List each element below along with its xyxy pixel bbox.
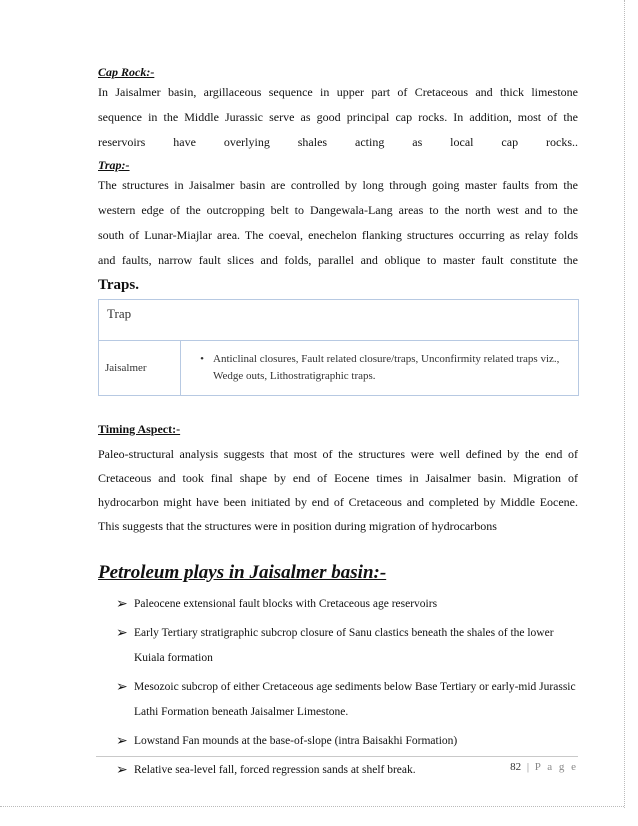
list-item (116, 729, 578, 754)
trap-table-row-text: Anticlinal closures, Fault related closure/traps, Unconfirmity related traps viz., Wedge outs, Lithostratigraphic traps. (213, 353, 560, 382)
timing-line: Paleo-structural analysis suggests that most of the structures were well defined by the end of (98, 447, 578, 461)
arrow-bullet-icon: ➢ (116, 626, 128, 641)
page-number: 82 (510, 761, 522, 773)
list-item-text: Early Tertiary stratigraphic subcrop closure of Sanu clastics beneath the shales of the lower Kuiala formation (134, 627, 554, 664)
cap-rock-line: sequence in the Middle Jurassic serve as good principal cap rocks. In addition, most of the (98, 110, 578, 124)
timing-line: hydrocarbon might have been initiated by end of Cretaceous and completed by Middle Eocene. (98, 495, 578, 509)
page-border-right (624, 0, 625, 808)
trap-line: and faults, narrow fault slices and folds, parallel and oblique to master fault constitute the (98, 253, 578, 267)
cap-rock-heading: Cap Rock:- (98, 65, 155, 79)
arrow-bullet-icon: ➢ (116, 763, 128, 778)
list-item-text: Relative sea-level fall, forced regression sands at shelf break. (134, 764, 416, 776)
cap-rock-line: reservoirs have overlying shales acting as local cap rocks.. (98, 135, 578, 149)
footer-separator: | (526, 761, 530, 773)
trap-line: south of Lunar-Miajlar area. The coeval, enechelon flanking structures occurring as relay folds (98, 228, 578, 242)
arrow-bullet-icon: ➢ (116, 597, 128, 612)
list-item (116, 675, 578, 725)
trap-line: western edge of the outcropping belt to Dangewala-Lang areas to the north west and to the (98, 203, 578, 217)
timing-line: Cretaceous and took final shape by end of Eocene times in Jaisalmer basin. Migration of (98, 471, 578, 485)
trap-table (98, 299, 579, 396)
list-item (116, 592, 578, 617)
petroleum-plays-heading: Petroleum plays in Jaisalmer basin:- (98, 562, 387, 583)
table-row (99, 341, 579, 396)
cap-rock-paragraph (98, 80, 578, 155)
plays-list (116, 592, 578, 783)
cap-rock-line: In Jaisalmer basin, argillaceous sequence in upper part of Cretaceous and thick limestone (98, 85, 578, 99)
trap-table-header (99, 300, 579, 341)
trap-table-row-label: Jaisalmer (99, 341, 181, 396)
trap-table-header-text: Trap (107, 306, 132, 321)
trap-line: The structures in Jaisalmer basin are controlled by long through going master faults from the (98, 178, 578, 192)
bullet-icon: • (200, 353, 204, 365)
list-item-text: Lowstand Fan mounds at the base-of-slope (intra Baisakhi Formation) (134, 735, 458, 747)
timing-paragraph (98, 442, 578, 538)
arrow-bullet-icon: ➢ (116, 680, 128, 695)
trap-heading: Trap:- (98, 158, 130, 172)
page-content (98, 64, 578, 787)
trap-table-row-cell (181, 341, 579, 396)
page-footer (96, 756, 578, 773)
trap-paragraph (98, 173, 578, 273)
list-item-text: Paleocene extensional fault blocks with Cretaceous age reservoirs (134, 598, 438, 610)
list-item (116, 621, 578, 671)
arrow-bullet-icon: ➢ (116, 734, 128, 749)
timing-heading: Timing Aspect:- (98, 422, 181, 436)
trap-table-header-row (99, 300, 579, 341)
list-item-text: Mesozoic subcrop of either Cretaceous age sediments below Base Tertiary or early-mid Jurassic Lathi Formation beneath Jaisalmer Limestone. (134, 681, 576, 718)
page-word: P a g e (534, 761, 578, 773)
traps-label: Traps. (98, 277, 139, 293)
page-border-bottom (0, 806, 624, 807)
timing-line: This suggests that the structures were in position during migration of hydrocarbons (98, 519, 497, 533)
trap-table-bullet-item (191, 351, 572, 385)
